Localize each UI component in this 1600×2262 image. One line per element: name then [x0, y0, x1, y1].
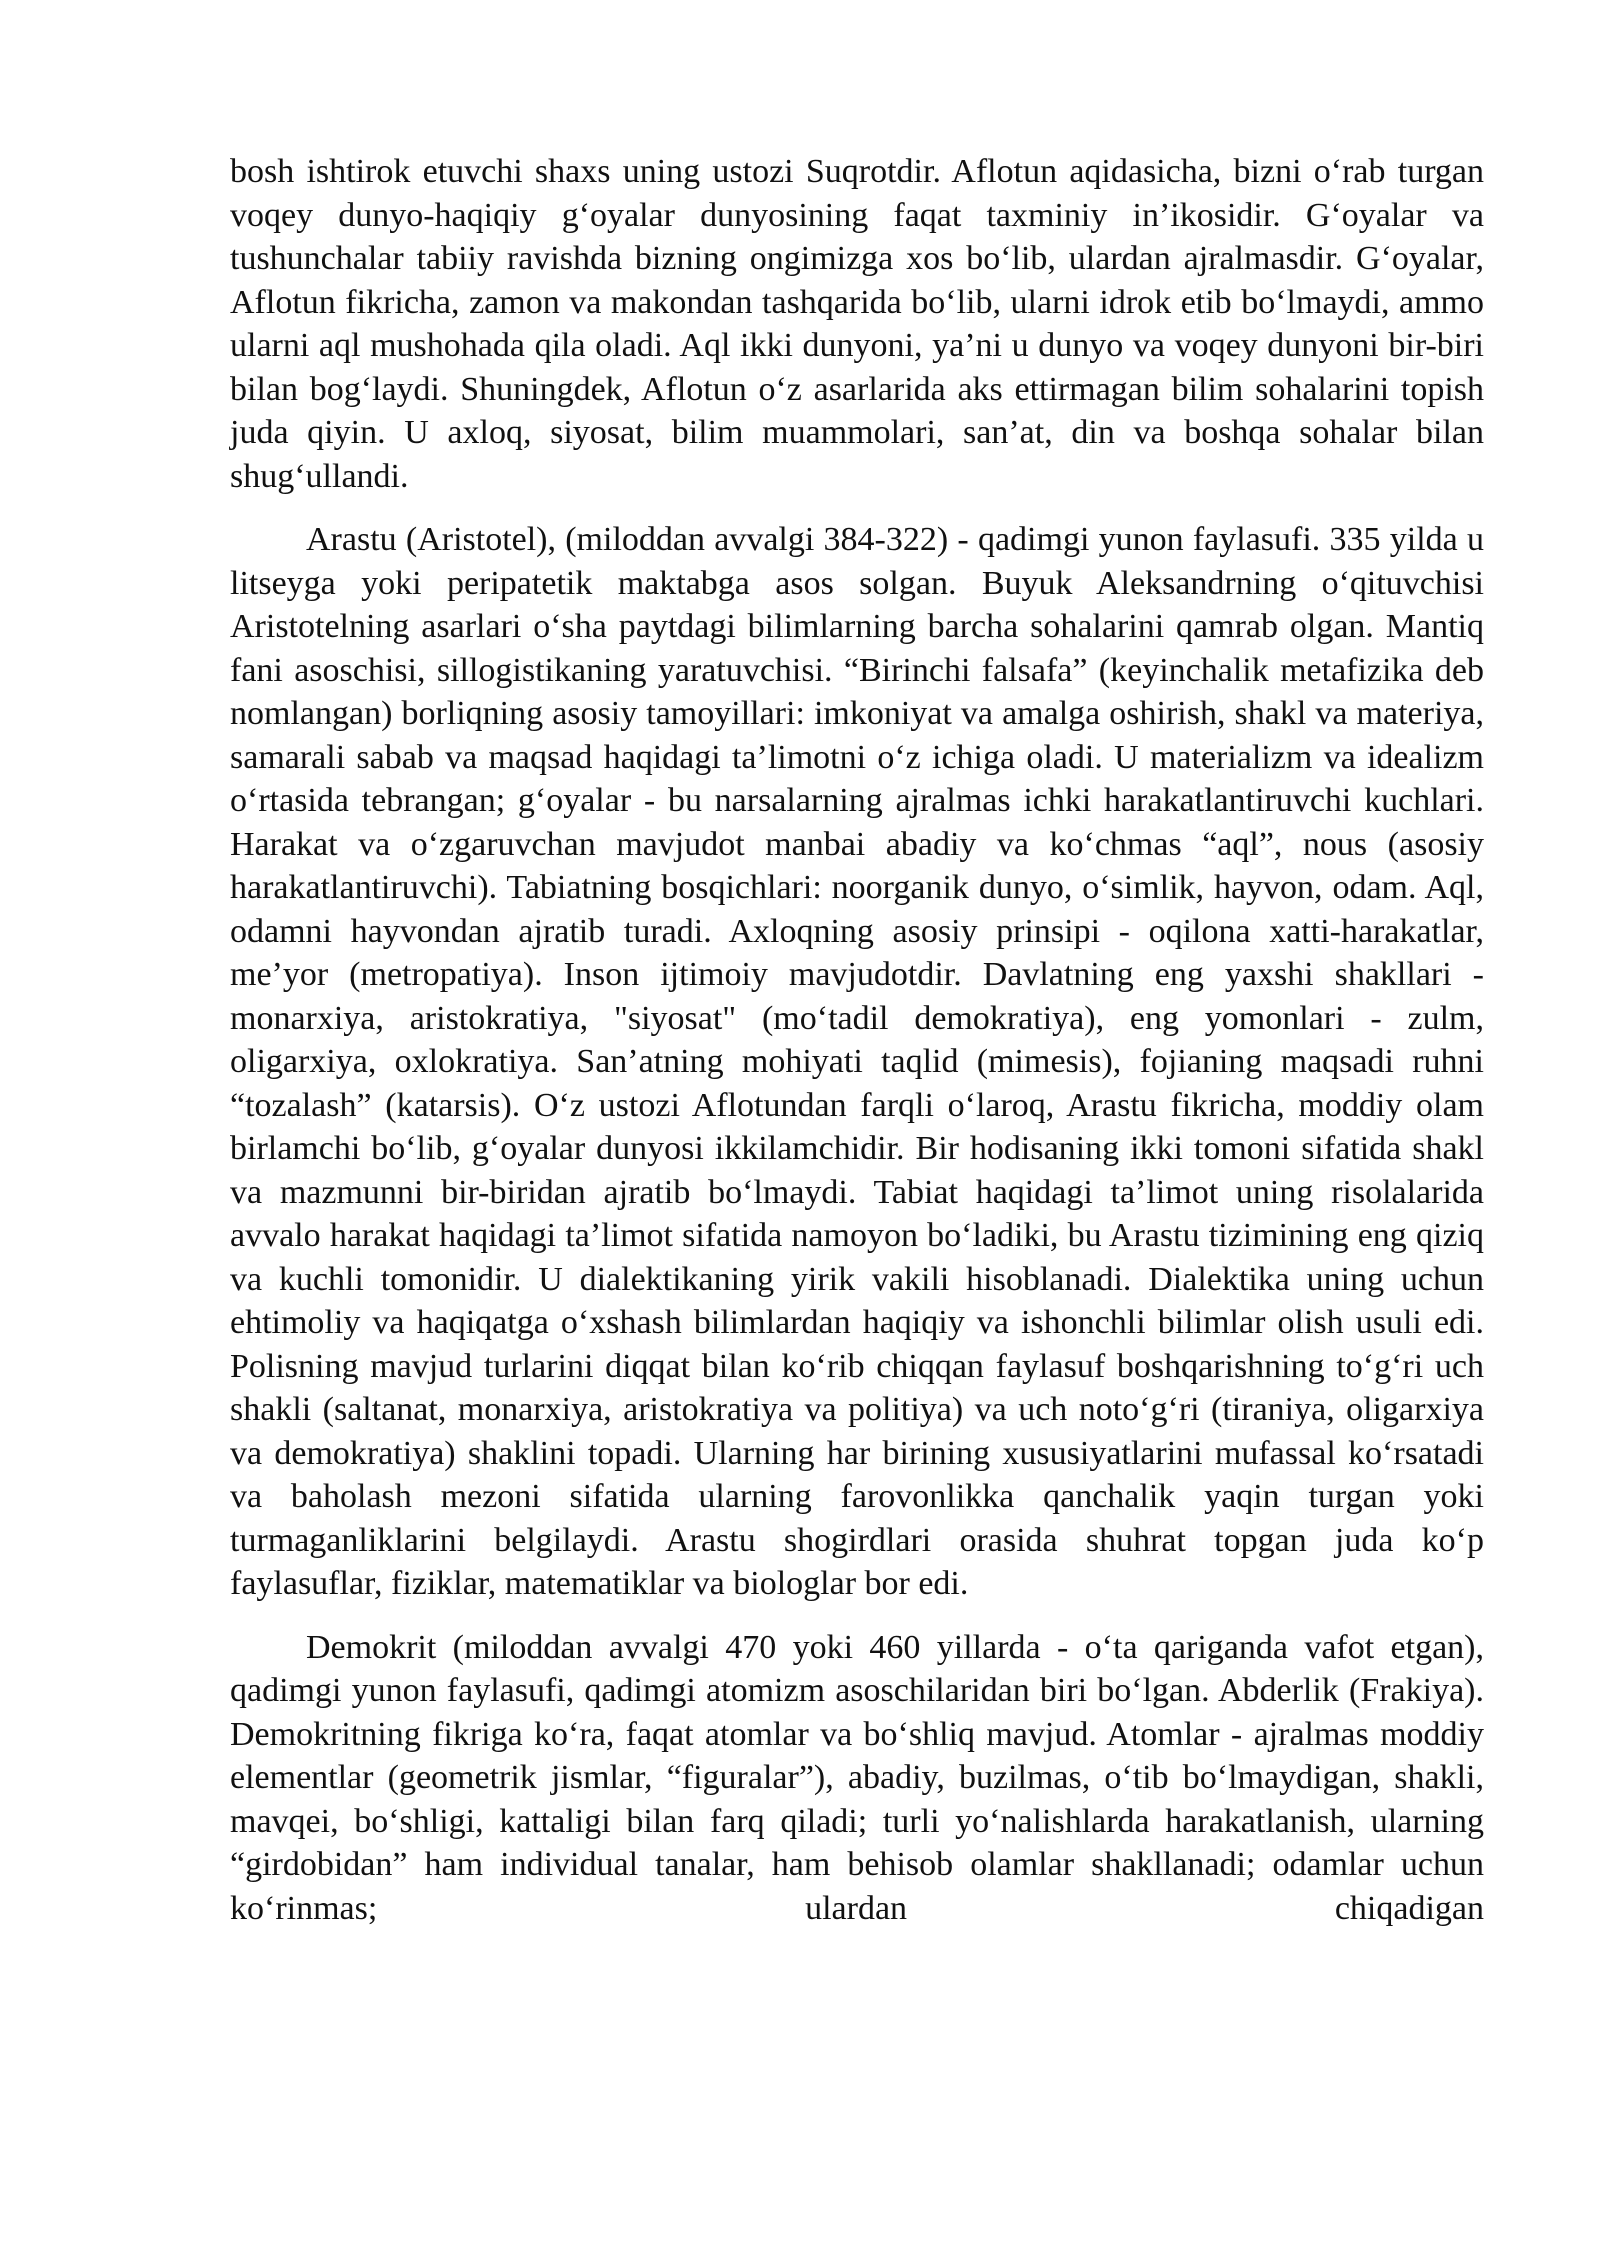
text-column [230, 150, 1484, 1950]
paragraph-aflotun-continuation: bosh ishtirok etuvchi shaxs uning ustozi Suqrotdir. Aflotun aqidasicha, bizni o‘rab turgan voqey dunyo-haqiqiy g‘oyalar dunyosining faqat taxminiy in’ikosidir. G‘oyalar va tushunchalar tabiiy ravishda bizning ongimizga xos bo‘lib, ulardan ajralmasdir. G‘oyalar, Aflotun fikricha, zamon va makondan tashqarida bo‘lib, ularni idrok etib bo‘lmaydi, ammo ularni aql mushohada qila oladi. Aql ikki dunyoni, ya’ni u dunyo va voqey dunyoni bir-biri bilan bog‘laydi. Shuningdek, Aflotun o‘z asarlarida aks ettirmagan bilim sohalarini topish juda qiyin. U axloq, siyosat, bilim muammolari, san’at, din va boshqa sohalar bilan shug‘ullandi. [230, 153, 1484, 495]
paragraph-demokrit: Demokrit (miloddan avvalgi 470 yoki 460 yillarda - o‘ta qariganda vafot etgan), qadimgi yunon faylasufi, qadimgi atomizm asoschilaridan biri bo‘lgan. Abderlik (Frakiya). Demokritning fikriga ko‘ra, faqat atomlar va bo‘shliq mavjud. Atomlar - ajralmas moddiy elementlar (geometrik jismlar, “figuralar”), abadiy, buzilmas, o‘tib bo‘lmaydigan, shakli, mavqei, bo‘shligi, kattaligi bilan farq qiladi; turli yo‘nalishlarda harakatlanish, ularning “girdobidan” ham individual tanalar, ham behisob olamlar shakllanadi; odamlar uchun ko‘rinmas; ulardan chiqadigan [230, 1628, 1484, 1927]
paragraph-arastu: Arastu (Aristotel), (miloddan avvalgi 384-322) - qadimgi yunon faylasufi. 335 yilda u litseyga yoki peripatetik maktabga asos solgan. Buyuk Aleksandrning o‘qituvchisi Aristotelning asarlari o‘sha paytdagi bilimlarning barcha sohalarini qamrab olgan. Mantiq fani asoschisi, sillogistikaning yaratuvchisi. “Birinchi falsafa” (keyinchalik metafizika deb nomlangan) borliqning asosiy tamoyillari: imkoniyat va amalga oshirish, shakl va materiya, samarali sabab va maqsad haqidagi ta’limotni o‘z ichiga oladi. U materializm va idealizm o‘rtasida tebrangan; g‘oyalar - bu narsalarning ajralmas ichki harakatlantiruvchi kuchlari. Harakat va o‘zgaruvchan mavjudot manbai abadiy va ko‘chmas “aql”, nous (asosiy harakatlantiruvchi). Tabiatning bosqichlari: noorganik dunyo, o‘simlik, hayvon, odam. Aql, odamni hayvondan ajratib turadi. Axloqning asosiy prinsipi - oqilona xatti-harakatlar, me’yor (metropatiya). Inson ijtimoiy mavjudotdir. Davlatning eng yaxshi shakllari - monarxiya, aristokratiya, "siyosat" (mo‘tadil demokratiya), eng yomonlari - zulm, oligarxiya, oxlokratiya. San’atning mohiyati taqlid (mimesis), fojianing maqsadi ruhni “tozalash” (katarsis). O‘z ustozi Aflotundan farqli o‘laroq, Arastu fikricha, moddiy olam birlamchi bo‘lib, g‘oyalar dunyosi ikkilamchidir. Bir hodisaning ikki tomoni sifatida shakl va mazmunni bir-biridan ajratib bo‘lmaydi. Tabiat haqidagi ta’limot uning risolalarida avvalo harakat haqidagi ta’limot sifatida namoyon bo‘ladiki, bu Arastu tizimining eng qiziq va kuchli tomonidir. U dialektikaning yirik vakili hisoblanadi. Dialektika uning uchun ehtimoliy va haqiqatga o‘xshash bilimlardan haqiqiy va ishonchli bilimlar olish usuli edi. Polisning mavjud turlarini diqqat bilan ko‘rib chiqqan faylasuf boshqarishning to‘g‘ri uch shakli (saltanat, monarxiya, aristokratiya va politiya) va uch noto‘g‘ri (tiraniya, oligarxiya va demokratiya) shaklini topadi. Ularning har birining xususiyatlarini mufassal ko‘rsatadi va baholash mezoni sifatida ularning farovonlikka qanchalik yaqin turgan yoki turmaganliklarini belgilaydi. Arastu shogirdlari orasida shuhrat topgan juda ko‘p faylasuflar, fiziklar, matematiklar va biologlar bor edi. [230, 521, 1484, 1602]
